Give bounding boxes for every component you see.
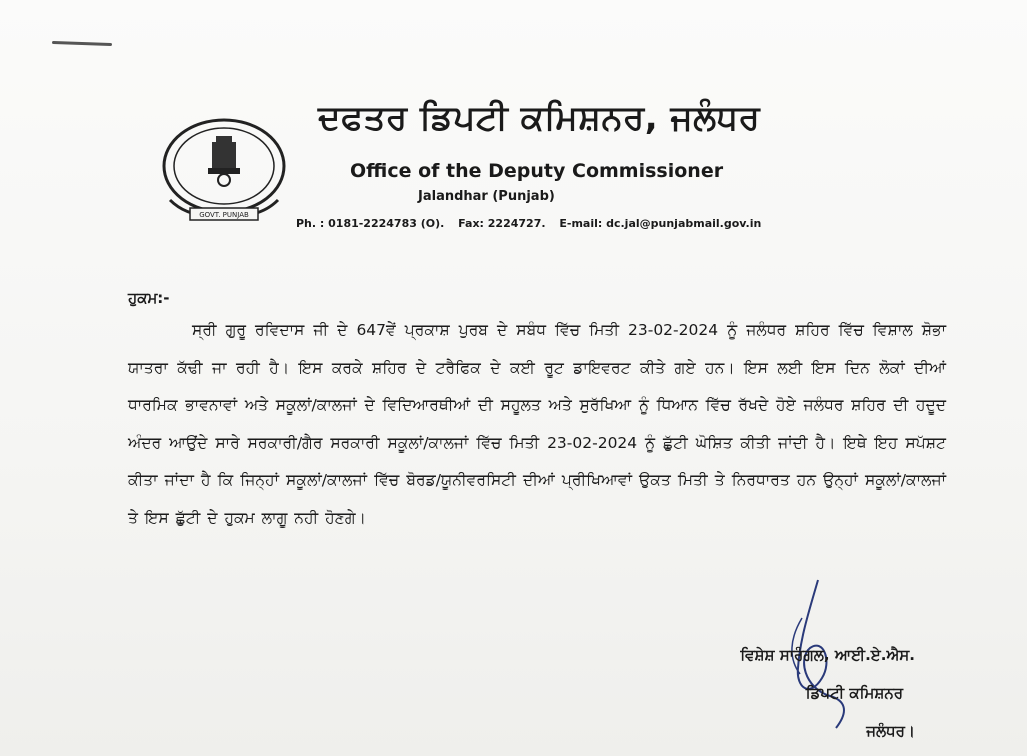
order-heading: ਹੁਕਮ:- bbox=[128, 289, 170, 307]
emblem-text: GOVT. PUNJAB bbox=[199, 211, 249, 219]
margin-mark bbox=[52, 41, 112, 46]
contact-line bbox=[296, 217, 771, 230]
office-city: Jalandhar (Punjab) bbox=[418, 189, 555, 204]
office-title-punjabi: ਦਫਤਰ ਡਿਪਟੀ ਕਮਿਸ਼ਨਰ, ਜਲੰਧਰ bbox=[318, 98, 761, 138]
office-title-english: Office of the Deputy Commissioner bbox=[350, 160, 724, 182]
fax-text: Fax: 2224727. bbox=[458, 217, 546, 230]
signatory-place: ਜਲੰਧਰ। bbox=[866, 722, 915, 740]
signatory-designation: ਡਿਪਟੀ ਕਮਿਸ਼ਨਰ bbox=[805, 684, 903, 702]
email-text: E-mail: dc.jal@punjabmail.gov.in bbox=[559, 217, 762, 230]
order-paragraph: ਸ੍ਰੀ ਗੁਰੂ ਰਵਿਦਾਸ ਜੀ ਦੇ 647ਵੇਂ ਪ੍ਰਕਾਸ਼ ਪੁਰਬ ਦੇ ਸਬੰਧ ਵਿੱਚ ਮਿਤੀ 23-02-2024 ਨੂੰ ਜਲੰਧਰ ਸ਼ਹਿਰ ਵਿੱਚ ਵਿਸ਼ਾਲ ਸ਼ੋਭਾ ਯਾਤਰਾ ਕੱਢੀ ਜਾ ਰਹੀ ਹੈ। ਇਸ ਕਰਕੇ ਸ਼ਹਿਰ ਦੇ ਟਰੈਫਿਕ ਦੇ ਕਈ ਰੂਟ ਡਾਇਵਰਟ ਕੀਤੇ ਗਏ ਹਨ। ਇਸ ਲਈ ਇਸ ਦਿਨ ਲੋਕਾਂ ਦੀਆਂ ਧਾਰਮਿਕ ਭਾਵਨਾਵਾਂ ਅਤੇ ਸਕੂਲਾਂ/ਕਾਲਜਾਂ ਦੇ ਵਿਦਿਆਰਥੀਆਂ ਦੀ ਸਹੂਲਤ ਅਤੇ ਸੁਰੱਖਿਆ ਨੂੰ ਧਿਆਨ ਵਿੱਚ ਰੱਖਦੇ ਹੋਏ ਜਲੰਧਰ ਸ਼ਹਿਰ ਦੀ ਹਦੂਦ ਅੰਦਰ ਆਉਂਦੇ ਸਾਰੇ ਸਰਕਾਰੀ/ਗੈਰ ਸਰਕਾਰੀ ਸਕੂਲਾਂ/ਕਾਲਜਾਂ ਵਿੱਚ ਮਿਤੀ 23-02-2024 ਨੂੰ ਛੁੱਟੀ ਘੋਸ਼ਿਤ ਕੀਤੀ ਜਾਂਦੀ ਹੈ। ਇਥੇ ਇਹ ਸਪੱਸ਼ਟ ਕੀਤਾ ਜਾਂਦਾ ਹੈ ਕਿ ਜਿਨ੍ਹਾਂ ਸਕੂਲਾਂ/ਕਾਲਜਾਂ ਵਿੱਚ ਬੋਰਡ/ਯੂਨੀਵਰਸਿਟੀ ਦੀਆਂ ਪ੍ਰੀਖਿਆਵਾਂ ਉਕਤ ਮਿਤੀ ਤੇ ਨਿਰਧਾਰਤ ਹਨ ਉਨ੍ਹਾਂ ਸਕੂਲਾਂ/ਕਾਲਜਾਂ ਤੇ ਇਸ ਛੁੱਟੀ ਦੇ ਹੁਕਮ ਲਾਗੂ ਨਹੀ ਹੋਣਗੇ। bbox=[128, 321, 946, 527]
punjab-emblem-icon bbox=[160, 116, 288, 228]
signatory-name: ਵਿਸ਼ੇਸ਼ ਸਾਰੰਗਲ, ਆਈ.ਏ.ਐਸ. bbox=[740, 646, 915, 664]
phone-text: Ph. : 0181-2224783 (O). bbox=[296, 217, 445, 230]
